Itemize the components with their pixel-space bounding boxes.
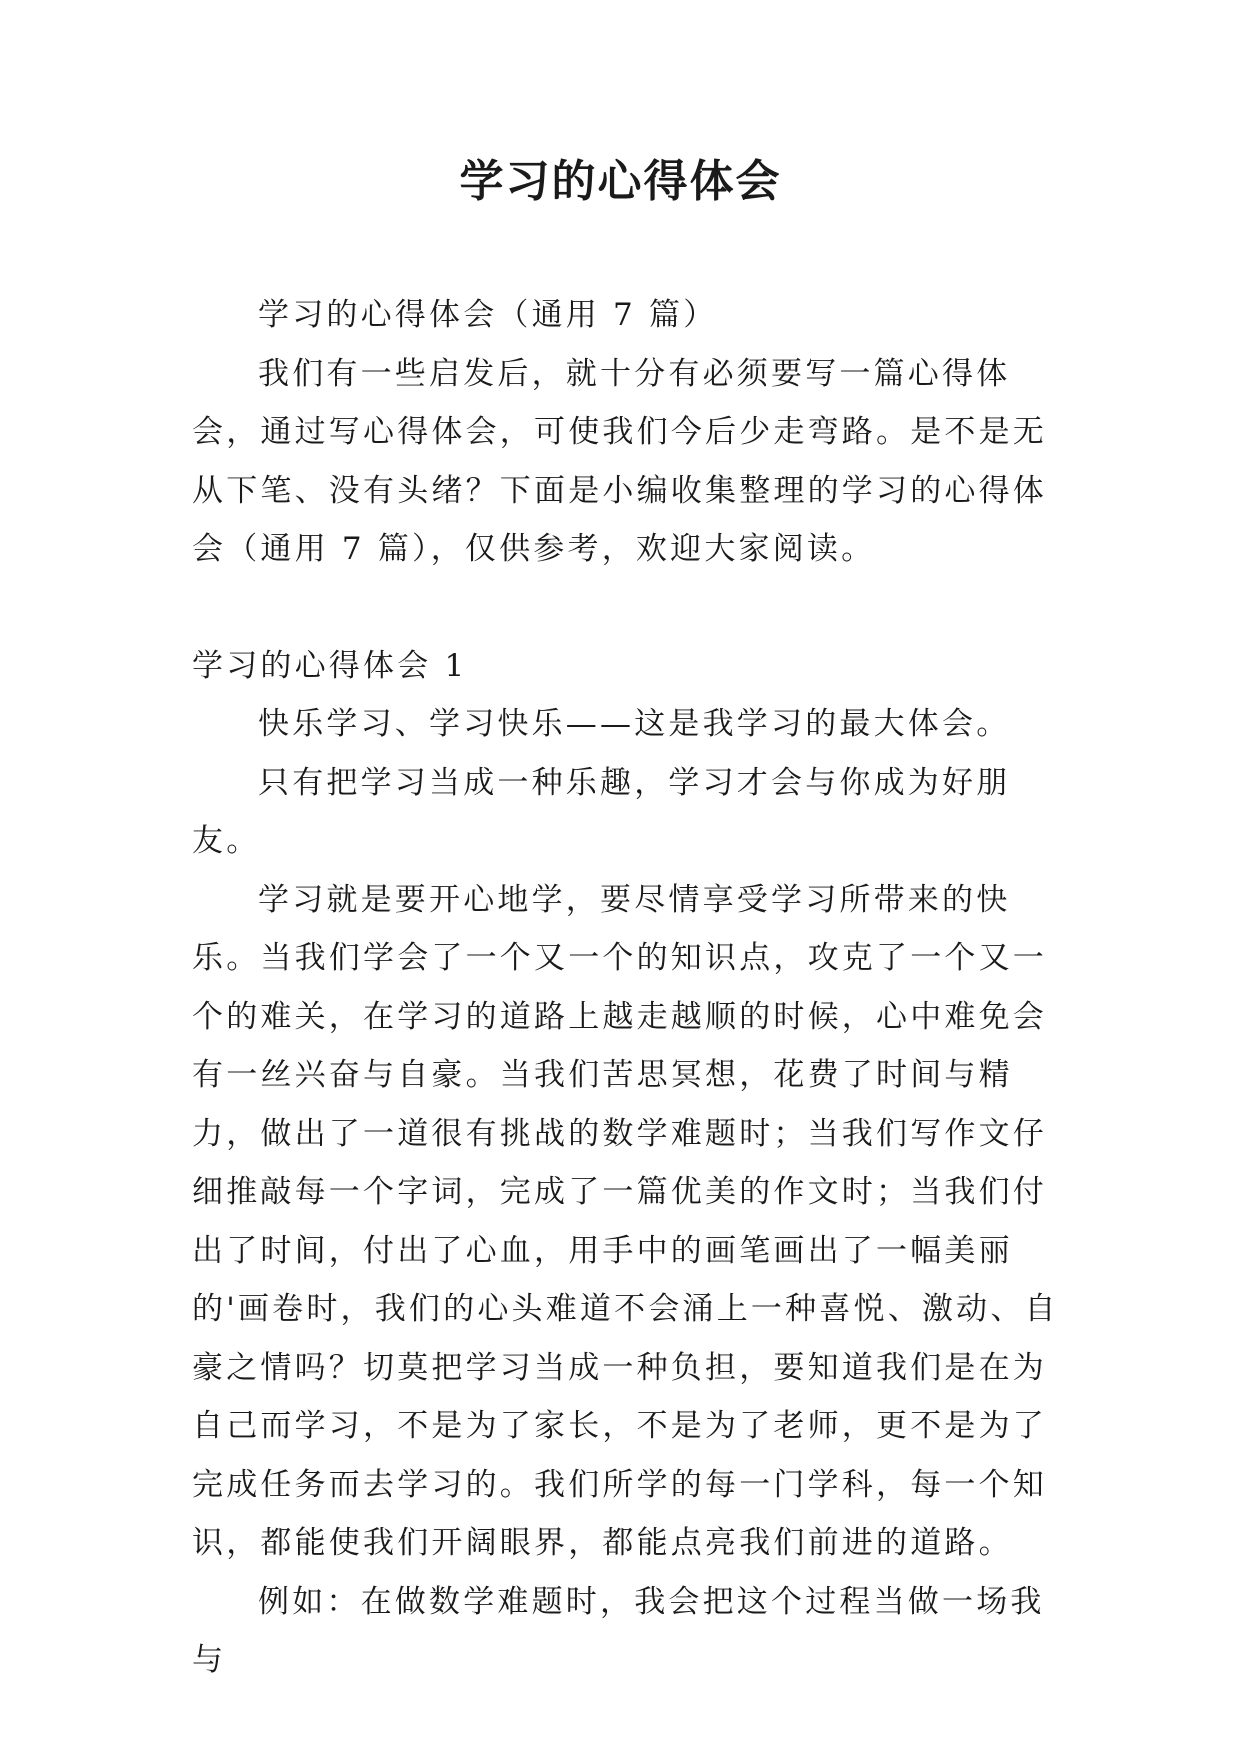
paragraph: 学习就是要开心地学，要尽情享受学习所带来的快乐。当我们学会了一个又一个的知识点，攻克了一个又一个的难关，在学习的道路上越走越顺的时候，心中难免会有一丝兴奋与自豪。当我们苦思冥想，花费了时间与精力，做出了一道很有挑战的数学难题时；当我们写作文仔细推敲每一个字词，完成了一篇优美的作文时；当我们付出了时间，付出了心血，用手中的画笔画出了一幅美丽的'画卷时，我们的心头难道不会涌上一种喜悦、激动、自豪之情吗？切莫把学习当成一种负担，要知道我们是在为自己而学习，不是为了家长，不是为了老师，更不是为了完成任务而去学习的。我们所学的每一门学科，每一个知识，都能使我们开阔眼界，都能点亮我们前进的道路。 [192, 881, 1059, 1561]
document-title: 学习的心得体会 [459, 156, 782, 207]
intro-paragraph: 我们有一些启发后，就十分有必须要写一篇心得体会，通过写心得体会，可使我们今后少走弯路。是不是无从下笔、没有头绪？下面是小编收集整理的学习的心得体会（通用 7 篇），仅供参考，欢迎大家阅读。 [192, 355, 1047, 567]
section-gap [192, 579, 1072, 637]
subtitle: 学习的心得体会（通用 7 篇） [258, 297, 718, 333]
section-heading: 学习的心得体会 1 [192, 647, 468, 684]
paragraph: 例如：在做数学难题时，我会把这个过程当做一场我与 [192, 1583, 1045, 1678]
document-body [192, 286, 1072, 1690]
paragraph: 快乐学习、学习快乐——这是我学习的最大体会。 [258, 706, 1011, 742]
paragraph: 只有把学习当成一种乐趣，学习才会与你成为好朋友。 [192, 764, 1011, 859]
